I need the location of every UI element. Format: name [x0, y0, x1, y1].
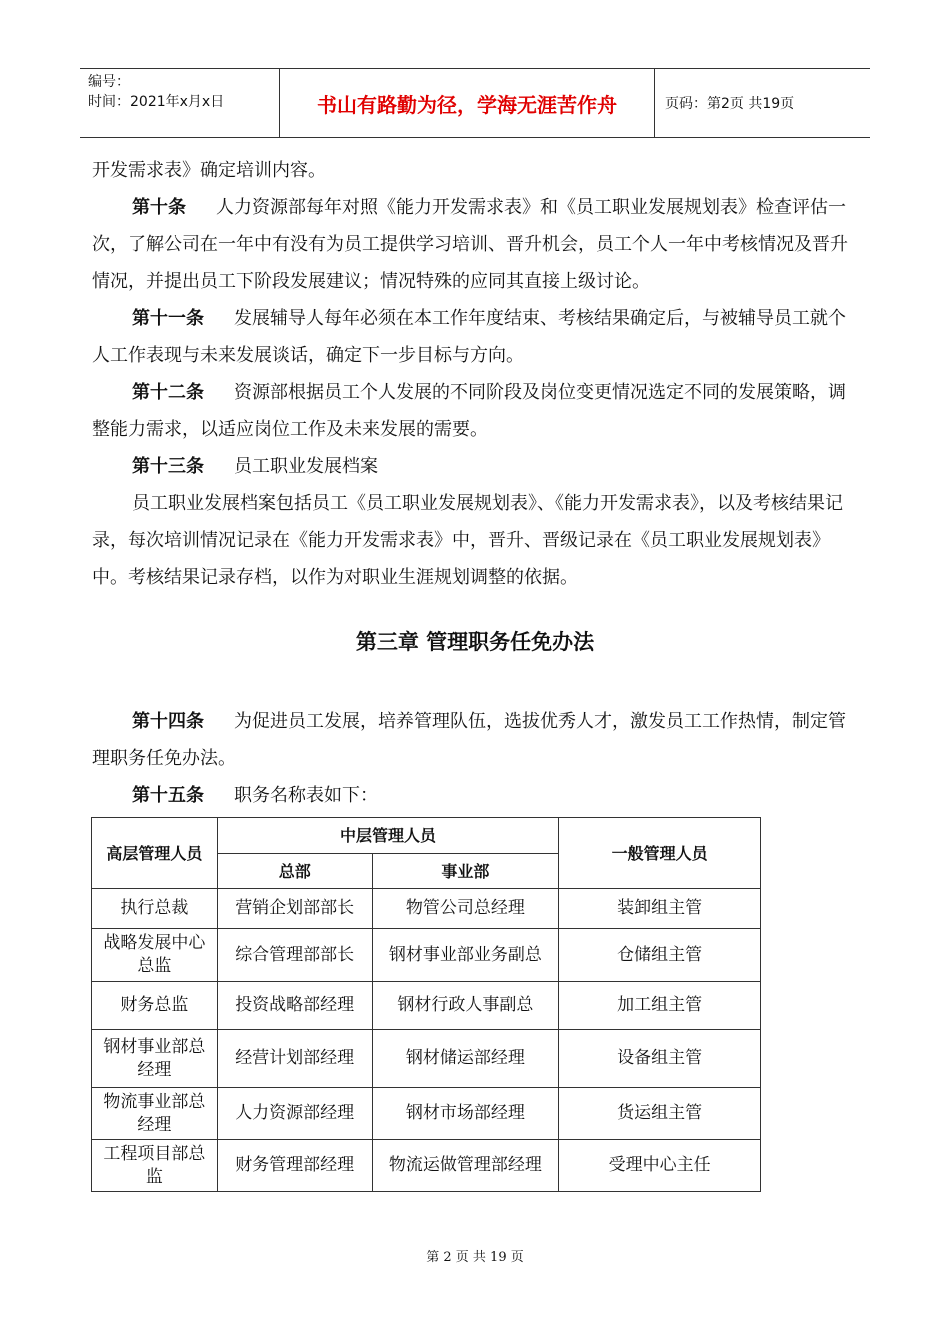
article-10-title: 第十条	[132, 197, 186, 218]
table-row	[92, 982, 761, 1030]
article-13	[92, 448, 862, 485]
table-cell: 营销企划部部长	[217, 889, 372, 929]
header-division: 事业部	[372, 854, 559, 889]
table-cell: 执行总裁	[92, 889, 218, 929]
article-11-text: 发展辅导人每年必须在本工作年度结束、考核结果确定后，与被辅导员工就个人工作表现与未来发展谈话，确定下一步目标与方向。	[92, 308, 846, 366]
article-15	[92, 777, 862, 814]
table-cell: 加工组主管	[559, 982, 761, 1030]
article-11	[92, 300, 862, 374]
table-cell: 货运组主管	[559, 1088, 761, 1140]
table-cell: 仓储组主管	[559, 929, 761, 982]
table-cell: 物流事业部总经理	[92, 1088, 218, 1140]
page-header	[80, 68, 870, 138]
paragraph-continuation: 开发需求表》确定培训内容。	[92, 160, 326, 181]
table-cell: 钢材事业部业务副总	[372, 929, 559, 982]
article-13-body: 员工职业发展档案包括员工《员工职业发展规划表》、《能力开发需求表》，以及考核结果记录，每次培训情况记录在《能力开发需求表》中，晋升、晋级记录在《员工职业发展规划表》中。考核结果记录存档，以作为对职业生涯规划调整的依据。	[92, 493, 843, 588]
table-row	[92, 889, 761, 929]
table-row	[92, 1140, 761, 1192]
article-13-text: 员工职业发展档案	[234, 456, 378, 477]
header-senior: 高层管理人员	[92, 818, 218, 889]
article-13-title: 第十三条	[132, 456, 204, 477]
table-cell: 装卸组主管	[559, 889, 761, 929]
table-cell: 钢材市场部经理	[372, 1088, 559, 1140]
table-cell: 财务管理部经理	[217, 1140, 372, 1192]
header-motto: 书山有路勤为径，学海无涯苦作舟	[280, 69, 655, 137]
table-cell: 工程项目部总监	[92, 1140, 218, 1192]
article-14-text: 为促进员工发展，培养管理队伍，选拔优秀人才，激发员工工作热情，制定管理职务任免办法。	[92, 711, 846, 769]
table-cell: 钢材储运部经理	[372, 1030, 559, 1088]
article-11-title: 第十一条	[132, 308, 204, 329]
header-hq: 总部	[217, 854, 372, 889]
table-cell: 财务总监	[92, 982, 218, 1030]
article-10	[92, 189, 862, 300]
doc-date-label: 时间：2021年x月x日	[88, 94, 225, 110]
table-cell: 人力资源部经理	[217, 1088, 372, 1140]
table-cell: 投资战略部经理	[217, 982, 372, 1030]
table-cell: 设备组主管	[559, 1030, 761, 1088]
chapter-title: 第三章 管理职务任免办法	[355, 630, 595, 654]
article-15-title: 第十五条	[132, 785, 204, 806]
article-15-text: 职务名称表如下：	[234, 785, 378, 806]
table-header-row	[92, 818, 761, 854]
header-meta	[80, 69, 280, 137]
article-14-title: 第十四条	[132, 711, 204, 732]
table-cell: 受理中心主任	[559, 1140, 761, 1192]
article-block-1	[92, 152, 862, 596]
header-middle: 中层管理人员	[217, 818, 558, 854]
position-table	[91, 817, 761, 1192]
table-cell: 钢材事业部总经理	[92, 1030, 218, 1088]
header-page-number: 页码：第2页 共19页	[665, 96, 795, 112]
article-12-text: 资源部根据员工个人发展的不同阶段及岗位变更情况选定不同的发展策略，调整能力需求，以适应岗位工作及未来发展的需要。	[92, 382, 846, 440]
table-row	[92, 1088, 761, 1140]
article-block-2	[92, 703, 862, 814]
article-12	[92, 374, 862, 448]
table-row	[92, 929, 761, 982]
table-cell: 战略发展中心总监	[92, 929, 218, 982]
page-footer: 第 2 页 共 19 页	[426, 1250, 524, 1265]
table-cell: 物流运做管理部经理	[372, 1140, 559, 1192]
table-cell: 物管公司总经理	[372, 889, 559, 929]
article-14	[92, 703, 862, 777]
table-cell: 综合管理部部长	[217, 929, 372, 982]
table-cell: 钢材行政人事副总	[372, 982, 559, 1030]
header-general: 一般管理人员	[559, 818, 761, 889]
table-cell: 经营计划部经理	[217, 1030, 372, 1088]
table-row	[92, 1030, 761, 1088]
article-10-text: 人力资源部每年对照《能力开发需求表》和《员工职业发展规划表》检查评估一次，了解公司在一年中有没有为员工提供学习培训、晋升机会，员工个人一年中考核情况及晋升情况，并提出员工下阶段发展建议；情况特殊的应同其直接上级讨论。	[92, 197, 848, 292]
article-12-title: 第十二条	[132, 382, 204, 403]
doc-number-label: 编号：	[88, 74, 130, 90]
